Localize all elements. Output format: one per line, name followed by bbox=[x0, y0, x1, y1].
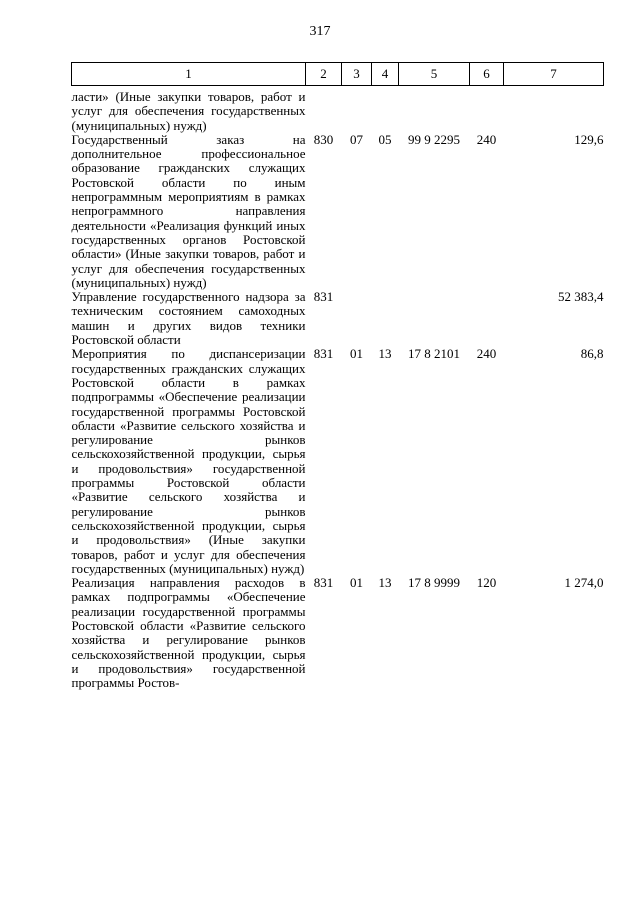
column-header-1: 1 bbox=[72, 63, 306, 86]
row-expense-type bbox=[470, 86, 504, 133]
row-ministry-code: 831 bbox=[313, 289, 334, 305]
row-amount: 52 383,4 bbox=[558, 289, 604, 305]
table-row bbox=[72, 347, 604, 576]
table-row bbox=[72, 576, 604, 690]
row-section-code bbox=[342, 86, 372, 133]
row-target-code bbox=[399, 290, 470, 347]
row-amount bbox=[504, 86, 604, 133]
column-header-4: 4 bbox=[372, 63, 399, 86]
row-amount: 1 274,0 bbox=[564, 575, 604, 591]
row-subsection-code: 13 bbox=[378, 575, 392, 591]
row-subsection-code bbox=[372, 290, 399, 347]
table-row bbox=[72, 86, 604, 133]
column-header-7: 7 bbox=[504, 63, 604, 86]
row-ministry-code: 830 bbox=[313, 131, 334, 147]
row-expense-type: 240 bbox=[476, 131, 497, 147]
row-subsection-code bbox=[372, 86, 399, 133]
row-expense-type: 240 bbox=[476, 346, 497, 362]
row-target-code: 99 9 2295 bbox=[408, 131, 460, 147]
column-header-3: 3 bbox=[342, 63, 372, 86]
row-expense-type bbox=[470, 290, 504, 347]
row-amount: 129,6 bbox=[574, 131, 604, 147]
row-ministry-code bbox=[306, 86, 342, 133]
budget-table bbox=[71, 62, 604, 690]
column-header-6: 6 bbox=[470, 63, 504, 86]
row-expense-type: 120 bbox=[476, 575, 497, 591]
row-amount: 86,8 bbox=[580, 346, 604, 362]
header-row bbox=[72, 63, 604, 86]
table-row bbox=[72, 290, 604, 347]
row-section-code: 01 bbox=[350, 575, 363, 591]
row-description: Мероприятия по диспансеризации государственных гражданских служащих Ростовской области в рамках подпрограммы «Обеспечение реализации государственной программы Ростовской области «Развитие сельского хозяйства и регулирование рынков сельскохозяйственной продукции, сырья и продовольствия» государственной программы Ростовской области «Развитие сельского хозяйства и регулирование рынков сельскохозяйственной продукции, сырья и продовольствия» (Иные закупки товаров, работ и услуг для обеспечения государственных (муниципальных) нужд) bbox=[71, 346, 306, 576]
row-target-code: 17 8 9999 bbox=[408, 575, 460, 591]
row-description: Управление государственного надзора за техническим состоянием самоходных машин и других видов техники Ростовской области bbox=[71, 289, 306, 348]
row-subsection-code: 13 bbox=[378, 346, 392, 362]
column-header-5: 5 bbox=[399, 63, 470, 86]
row-description: ласти» (Иные закупки товаров, работ и услуг для обеспечения государственных (муниципальных) нужд) bbox=[71, 89, 306, 133]
row-description: Государственный заказ на дополнительное профессиональное образование гражданских служащих Ростовской области по иным непрограммным мероприятиям в рамках непрограммного направления деятельности «Реализация функций иных государственных органов Ростовской области» (Иные закупки товаров, работ и услуг для обеспечения государственных (муниципальных) нужд) bbox=[71, 131, 306, 290]
page-number: 317 bbox=[309, 24, 331, 39]
row-target-code bbox=[399, 86, 470, 133]
row-section-code: 07 bbox=[350, 131, 363, 147]
row-ministry-code: 831 bbox=[313, 346, 334, 362]
row-subsection-code: 05 bbox=[378, 131, 392, 147]
column-header-2: 2 bbox=[306, 63, 342, 86]
row-section-code bbox=[342, 290, 372, 347]
row-description: Реализация направления расходов в рамках подпрограммы «Обеспечение реализации государственной программы Ростовской области «Развитие сельского хозяйства и регулирование рынков сельскохозяйственной продукции, сырья и продовольствия» государственной программы Ростов- bbox=[71, 575, 306, 691]
row-section-code: 01 bbox=[350, 346, 363, 362]
row-target-code: 17 8 2101 bbox=[408, 346, 460, 362]
table-row bbox=[72, 133, 604, 290]
row-ministry-code: 831 bbox=[313, 575, 334, 591]
